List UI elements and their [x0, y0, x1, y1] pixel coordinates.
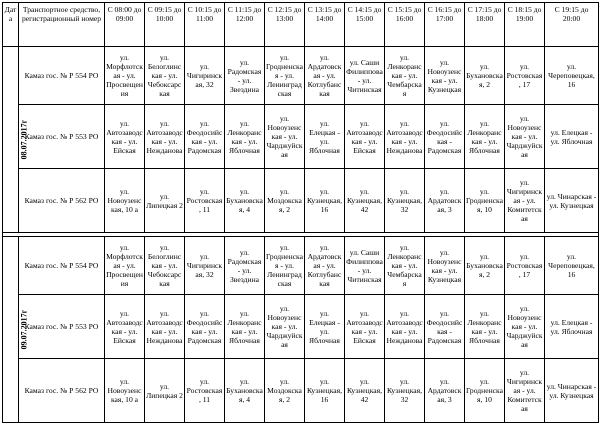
header-slot: С 10:15 до 11:00	[185, 3, 225, 47]
route-cell: ул. Феодосийская - Радомская	[425, 105, 465, 169]
route-cell: ул. Бухановская, 2	[465, 237, 505, 295]
table-row	[3, 237, 599, 295]
route-cell: ул. Белоглинская - ул. Чебоксарская	[145, 237, 185, 295]
route-cell: ул. Ардатовская - ул. Котлубанская	[305, 47, 345, 105]
route-cell: ул. Радомская - ул. Звездина	[225, 47, 265, 105]
route-cell: ул. Автозаводская - ул. Ейская	[345, 295, 385, 359]
header-slot: С 16:15 до 17:00	[425, 3, 465, 47]
route-cell: ул. Саши Филиппова - ул. Читинская	[345, 47, 385, 105]
route-cell: ул. Моздокская, 2	[265, 359, 305, 423]
route-cell: ул. Ардатовская, 3	[425, 169, 465, 233]
vehicle-cell: Камаз гос. № Р 562 РО	[19, 169, 105, 233]
route-cell: ул. Морфлотская - ул. Просвещения	[105, 47, 145, 105]
route-cell: ул. Новоузенская - ул. Чарджуйская	[505, 105, 545, 169]
table-row	[3, 295, 599, 359]
route-cell: ул. Чинарская - ул. Кузнецкая	[545, 169, 599, 233]
route-cell: ул. Феодосийская - Радомская	[425, 295, 465, 359]
route-cell: ул. Чигиринская - ул. Комитетская	[505, 169, 545, 233]
route-cell: ул. Чигиринская - ул. Комитетская	[505, 359, 545, 423]
route-cell: ул. Морфлотская - ул. Просвещения	[105, 237, 145, 295]
schedule-table	[2, 2, 599, 423]
route-cell: ул. Липецкая 2	[145, 169, 185, 233]
route-cell: ул. Чигиринская, 32	[185, 47, 225, 105]
route-cell: ул. Кузнецкая, 16	[305, 359, 345, 423]
route-cell: ул. Кузнецкая, 42	[345, 359, 385, 423]
route-cell: ул. Липецкая 2	[145, 359, 185, 423]
header-slot: С 09:15 до 10:00	[145, 3, 185, 47]
route-cell: ул. Ленкоранская - ул. Яблочная	[225, 295, 265, 359]
date-cell	[3, 47, 29, 233]
table-row	[3, 169, 599, 233]
date-label: 09.07.2017г	[19, 309, 29, 350]
route-cell: ул. Кузнецкая, 32	[385, 169, 425, 233]
route-cell: ул. Чинарская - ул. Кузнецкая	[545, 359, 599, 423]
header-slot: С 08:00 до 09:00	[105, 3, 145, 47]
route-cell: ул. Радомская - ул. Звездина	[225, 237, 265, 295]
date-cell	[3, 237, 29, 423]
route-cell: ул. Гродненская, 10	[465, 359, 505, 423]
header-slot: С 14:15 до 15:00	[345, 3, 385, 47]
header-slot: С 12:15 до 13:00	[265, 3, 305, 47]
route-cell: ул. Ленкоранская - ул. Чембарская	[385, 47, 425, 105]
header-slot: С 13:15 до 14:00	[305, 3, 345, 47]
header-slot: С 15:15 до 16:00	[385, 3, 425, 47]
route-cell: ул. Елецкая - ул. Яблочная	[305, 105, 345, 169]
route-cell: ул. Ленкоранская - ул. Чембарская	[385, 237, 425, 295]
route-cell: ул. Елецкая - ул. Яблочная	[545, 295, 599, 359]
route-cell: ул. Новоузенская - ул. Кузнецкая	[425, 47, 465, 105]
header-slot: С 18:15 до 19:00	[505, 3, 545, 47]
header-slot: С 19:15 до 20:00	[545, 3, 599, 47]
route-cell: ул. Бухановская, 2	[465, 47, 505, 105]
vehicle-cell: Камаз гос. № Р 562 РО	[19, 359, 105, 423]
route-cell: ул. Ардатовская - ул. Котлубанская	[305, 237, 345, 295]
route-cell: ул. Автозаводская - ул. Нежданова	[145, 105, 185, 169]
route-cell: ул. Гродненская - ул. Ленинградская	[265, 237, 305, 295]
header-row	[3, 3, 599, 47]
route-cell: ул. Автозаводская - ул. Ейская	[105, 105, 145, 169]
vehicle-cell: Камаз гос. № Р 553 РО	[19, 105, 105, 169]
route-cell: ул. Автозаводская - ул. Нежданова	[145, 295, 185, 359]
table-row	[3, 105, 599, 169]
route-cell: ул. Бухановская, 4	[225, 169, 265, 233]
header-date: Дата	[3, 3, 19, 47]
route-cell: ул. Новоузенская, 10 а	[105, 169, 145, 233]
header-slot: С 11:15 до 12:00	[225, 3, 265, 47]
header-vehicle: Транспортное средство, регистрационный номер	[19, 3, 105, 47]
route-cell: ул. Череповецкая, 16	[545, 47, 599, 105]
route-cell: ул. Бухановская, 4	[225, 359, 265, 423]
header-slot: С 17:15 до 18:00	[465, 3, 505, 47]
route-cell: ул. Новоузенская - ул. Чарджуйская	[265, 105, 305, 169]
route-cell: ул. Автозаводская - ул. Нежданова	[385, 105, 425, 169]
route-cell: ул. Гродненская - ул. Ленинградская	[265, 47, 305, 105]
route-cell: ул. Елецкая - ул. Яблочная	[545, 105, 599, 169]
vehicle-cell: Камаз гос. № Р 554 РО	[19, 47, 105, 105]
route-cell: ул. Новоузенская - ул. Кузнецкая	[425, 237, 465, 295]
route-cell: ул. Ростовская, 11	[185, 169, 225, 233]
date-label: 08.07.2017г	[19, 119, 29, 160]
route-cell: ул. Моздокская, 2	[265, 169, 305, 233]
route-cell: ул. Феодосийская - ул. Радомская	[185, 105, 225, 169]
route-cell: ул. Ленкоранская - ул. Яблочная	[465, 295, 505, 359]
table-row	[3, 47, 599, 105]
vehicle-cell: Камаз гос. № Р 553 РО	[19, 295, 105, 359]
route-cell: ул. Чигиринская, 32	[185, 237, 225, 295]
route-cell: ул. Елецкая - ул. Яблочная	[305, 295, 345, 359]
vehicle-cell: Камаз гос. № Р 554 РО	[19, 237, 105, 295]
route-cell: ул. Ростовская, 11	[185, 359, 225, 423]
route-cell: ул. Феодосийская - ул. Радомская	[185, 295, 225, 359]
route-cell: ул. Ардатовская, 3	[425, 359, 465, 423]
route-cell: ул. Новоузенская, 10 а	[105, 359, 145, 423]
route-cell: ул. Ростовская, 17	[505, 237, 545, 295]
route-cell: ул. Автозаводская - ул. Ейская	[345, 105, 385, 169]
route-cell: ул. Гродненская, 10	[465, 169, 505, 233]
route-cell: ул. Кузнецкая, 42	[345, 169, 385, 233]
route-cell: ул. Ленкоранская - ул. Яблочная	[465, 105, 505, 169]
route-cell: ул. Кузнецкая, 16	[305, 169, 345, 233]
table-row	[3, 359, 599, 423]
route-cell: ул. Автозаводская - ул. Ейская	[105, 295, 145, 359]
route-cell: ул. Ростовская, 17	[505, 47, 545, 105]
route-cell: ул. Новоузенская - ул. Чарджуйская	[505, 295, 545, 359]
route-cell: ул. Автозаводская - ул. Нежданова	[385, 295, 425, 359]
route-cell: ул. Череповецкая, 16	[545, 237, 599, 295]
route-cell: ул. Саши Филиппова - ул. Читинская	[345, 237, 385, 295]
route-cell: ул. Белоглинская - ул. Чебоксарская	[145, 47, 185, 105]
route-cell: ул. Ленкоранская - ул. Яблочная	[225, 105, 265, 169]
route-cell: ул. Кузнецкая, 32	[385, 359, 425, 423]
route-cell: ул. Новоузенская - ул. Чарджуйская	[265, 295, 305, 359]
